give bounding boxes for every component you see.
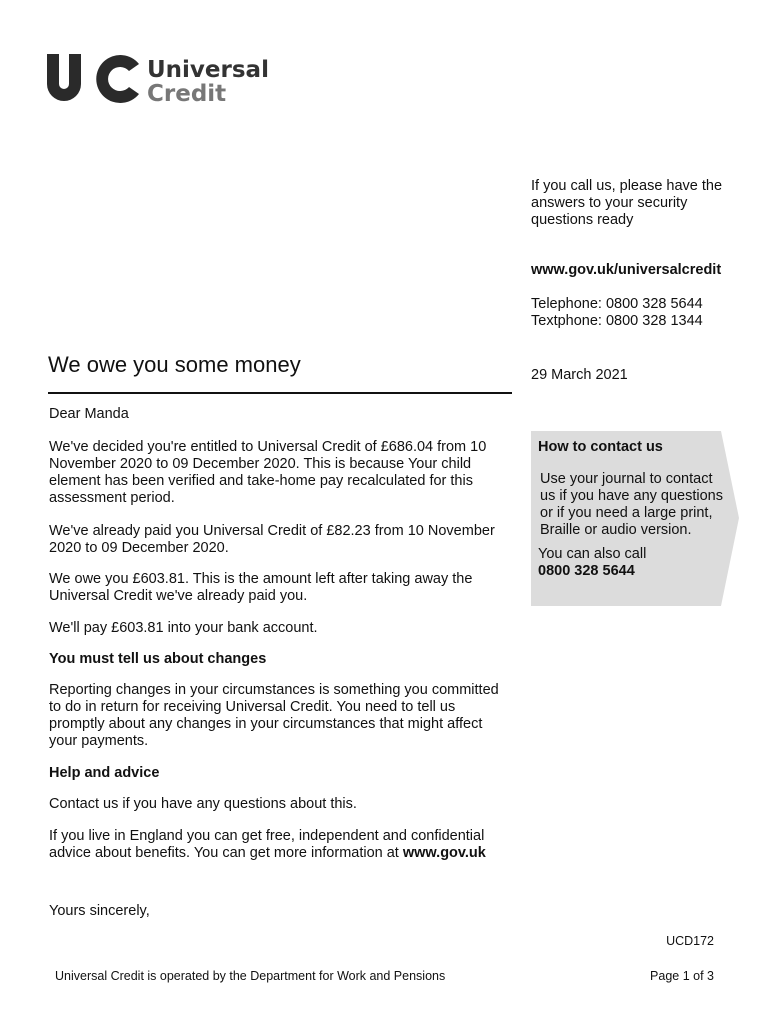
heading-help: Help and advice [49, 765, 160, 781]
letter-date: 29 March 2021 [531, 367, 628, 383]
title-divider [48, 392, 512, 394]
telephone-number: Telephone: 0800 328 5644 [531, 296, 703, 312]
page-number: Page 1 of 3 [650, 969, 714, 983]
advice-text: If you live in England you can get free, independent and confidential advice about benefits. You can get more information at [49, 828, 485, 861]
paragraph-changes: Reporting changes in your circumstances is something you committed to do in return for receiving Universal Credit. You need to tell us promptly about any changes in your circumstances that might affect your payments. [49, 682, 499, 749]
paragraph-help-advice [49, 828, 514, 862]
paragraph-help-contact: Contact us if you have any questions about this. [49, 796, 357, 812]
paragraph-already-paid: We've already paid you Universal Credit of £82.23 from 10 November 2020 to 09 December 2020. [49, 523, 495, 556]
contact-box [531, 431, 739, 606]
contact-box-call-number: 0800 328 5644 [538, 563, 635, 579]
contact-box-heading: How to contact us [538, 439, 663, 455]
security-note: If you call us, please have the answers to your security questions ready [531, 178, 723, 228]
logo-line-universal: Universal [147, 57, 269, 83]
paragraph-entitlement: We've decided you're entitled to Universal Credit of £686.04 from 10 November 2020 to 09 December 2020. This is because Your child element has been verified and take-home pay recalculated for this assessment period. [49, 439, 487, 506]
universal-credit-logo [45, 50, 275, 110]
logo-wordmark [147, 58, 269, 106]
contact-box-call-text: You can also call [538, 546, 647, 562]
logo-line-credit: Credit [147, 81, 227, 107]
paragraph-payment: We'll pay £603.81 into your bank account. [49, 620, 318, 636]
gov-uk-link[interactable]: www.gov.uk [402, 845, 486, 861]
uc-logo-mark [45, 50, 145, 106]
greeting: Dear Manda [49, 406, 129, 422]
paragraph-amount-owed: We owe you £603.81. This is the amount left after taking away the Universal Credit we've already paid you. [49, 571, 473, 604]
page-title: We owe you some money [48, 352, 301, 377]
signoff: Yours sincerely, [49, 903, 150, 919]
contact-box-content [538, 439, 723, 580]
textphone-number: Textphone: 0800 328 1344 [531, 313, 703, 329]
footer-operator-note: Universal Credit is operated by the Department for Work and Pensions [55, 969, 446, 983]
reference-code: UCD172 [666, 934, 714, 948]
heading-changes: You must tell us about changes [49, 651, 267, 667]
contact-box-text: Use your journal to contact us if you have any questions or if you need a large print, Braille or audio version. [540, 471, 723, 538]
website-link[interactable]: www.gov.uk/universalcredit [531, 262, 722, 278]
